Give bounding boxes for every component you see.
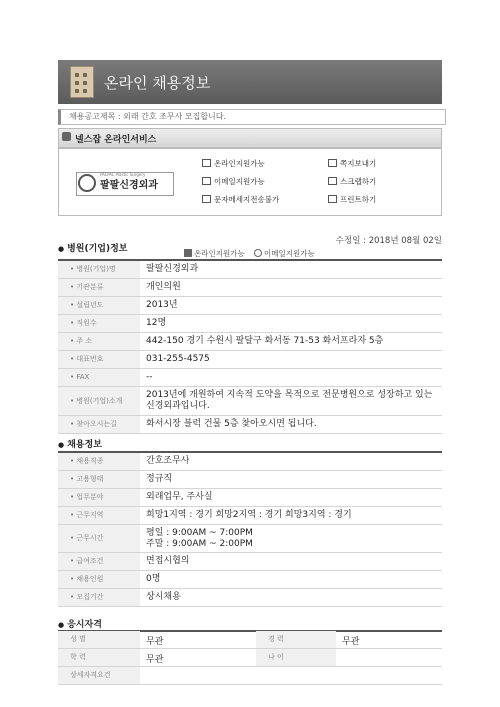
recruit-field-value: 상시채용 — [146, 592, 181, 602]
building-icon — [70, 66, 94, 98]
logo-name: 팔팔신경외과 — [100, 180, 158, 191]
subject-text: 채용공고제목 : 외래 간호 조무사 모집합니다. — [69, 112, 227, 121]
logo-subtext: PALPAL Plastic Surgery — [100, 172, 146, 177]
hospital-field-value: 개인의원 — [146, 282, 181, 292]
education-value: 무관 — [146, 655, 164, 665]
gender-label: 성 별 — [58, 631, 140, 648]
online-legend-icon — [184, 249, 192, 257]
email-icon — [202, 177, 211, 185]
hospital-field-value: 2013년에 개원하여 지속적 도약을 목적으로 전문병원으로 성장하고 있는 신경외과입니다. — [146, 390, 433, 411]
recruit-field-value: 면접시협의 — [146, 556, 190, 566]
recruit-field-value: 희망1지역 : 경기 희망2지역 : 경기 희망3지역 : 경기 — [146, 510, 352, 520]
recruit-field-label: • 업무분야 — [58, 489, 140, 506]
career-value: 무관 — [342, 637, 360, 647]
hospital-field-label: • 기관분류 — [58, 279, 140, 296]
hospital-field-value: 화서시장 블럭 건물 5층 찾아오시면 됩니다. — [146, 419, 317, 429]
legend-email: 이메일지원가능 — [254, 248, 315, 259]
scrap-icon — [328, 177, 337, 185]
hospital-field-value: 442-150 경기 수원시 팔달구 화서동 71-53 화서프라자 5층 — [146, 336, 384, 346]
career-label: 경 력 — [256, 631, 336, 648]
services-icon — [62, 132, 71, 141]
subject-bar — [58, 109, 446, 125]
email-legend-icon — [254, 249, 262, 257]
education-label: 학 력 — [58, 649, 140, 666]
hospital-field-value: 2013년 — [146, 300, 178, 310]
recruit-field-label: • 근무시간 — [58, 525, 140, 552]
online-icon — [202, 159, 211, 167]
age-label: 나 이 — [256, 649, 336, 666]
recruit-field-value: 정규직 — [146, 474, 173, 484]
qualification-heading: ● 응시자격 — [58, 617, 102, 630]
print-button[interactable]: 프린트하기 — [328, 194, 376, 205]
gender-value: 무관 — [146, 637, 164, 647]
recruit-field-label: • 채용직종 — [58, 453, 140, 470]
scrap-button[interactable]: 스크랩하기 — [328, 176, 376, 187]
recruit-field-value: 0명 — [146, 574, 161, 584]
services-header — [58, 128, 442, 148]
printer-icon — [328, 195, 337, 203]
recruit-field-label: • 근무지역 — [58, 507, 140, 524]
recruit-field-label: • 모집기간 — [58, 589, 140, 606]
page-title: 온라인 채용정보 — [104, 74, 211, 92]
message-button[interactable]: 쪽지보내기 — [328, 158, 376, 169]
recruit-field-label: • 고용형태 — [58, 471, 140, 488]
recruit-field-label: • 급여조건 — [58, 553, 140, 570]
logo-mark-icon — [78, 174, 96, 192]
hospital-field-value: 팔팔신경외과 — [146, 264, 199, 274]
legend-online: 온라인지원가능 — [184, 248, 245, 259]
hospital-field-label: • 병원(기업)명 — [58, 261, 140, 278]
sms-item: 문자메세지전송불가 — [202, 194, 279, 205]
recruit-field-value: 평일 : 9:00AM ~ 7:00PM 주말 : 9:00AM ~ 2:00PM — [146, 528, 253, 549]
hospital-field-value: 12명 — [146, 318, 167, 328]
hospital-field-label: • 설립년도 — [58, 297, 140, 314]
hospital-field-label: • FAX — [58, 369, 140, 386]
services-heading: 넬스잡 온라인서비스 — [75, 135, 157, 145]
person-icon — [328, 159, 337, 167]
modified-date: 수정일 : 2018년 08월 02일 — [335, 236, 442, 246]
email-apply-item[interactable]: 이메일지원가능 — [202, 176, 265, 187]
hospital-field-label: • 주 소 — [58, 333, 140, 350]
hospital-heading: ● 병원(기업)정보 — [58, 241, 128, 254]
hospital-field-label: • 직원수 — [58, 315, 140, 332]
recruit-field-value: 간호조무사 — [146, 456, 190, 466]
online-apply-item[interactable]: 온라인지원가능 — [202, 158, 265, 169]
hospital-field-value: 031-255-4575 — [146, 354, 210, 364]
hospital-field-value: -- — [146, 372, 153, 382]
hospital-field-label: • 대표번호 — [58, 351, 140, 368]
recruit-heading: ● 채용정보 — [58, 437, 102, 450]
hospital-field-label: • 병원(기업)소개 — [58, 387, 140, 415]
recruit-field-label: • 채용인원 — [58, 571, 140, 588]
recruit-field-value: 외래업무, 주사실 — [146, 492, 213, 502]
lock-icon — [202, 195, 211, 203]
extra-label: 상세자격요건 — [58, 667, 140, 684]
hospital-field-label: • 찾아오시는길 — [58, 416, 140, 433]
